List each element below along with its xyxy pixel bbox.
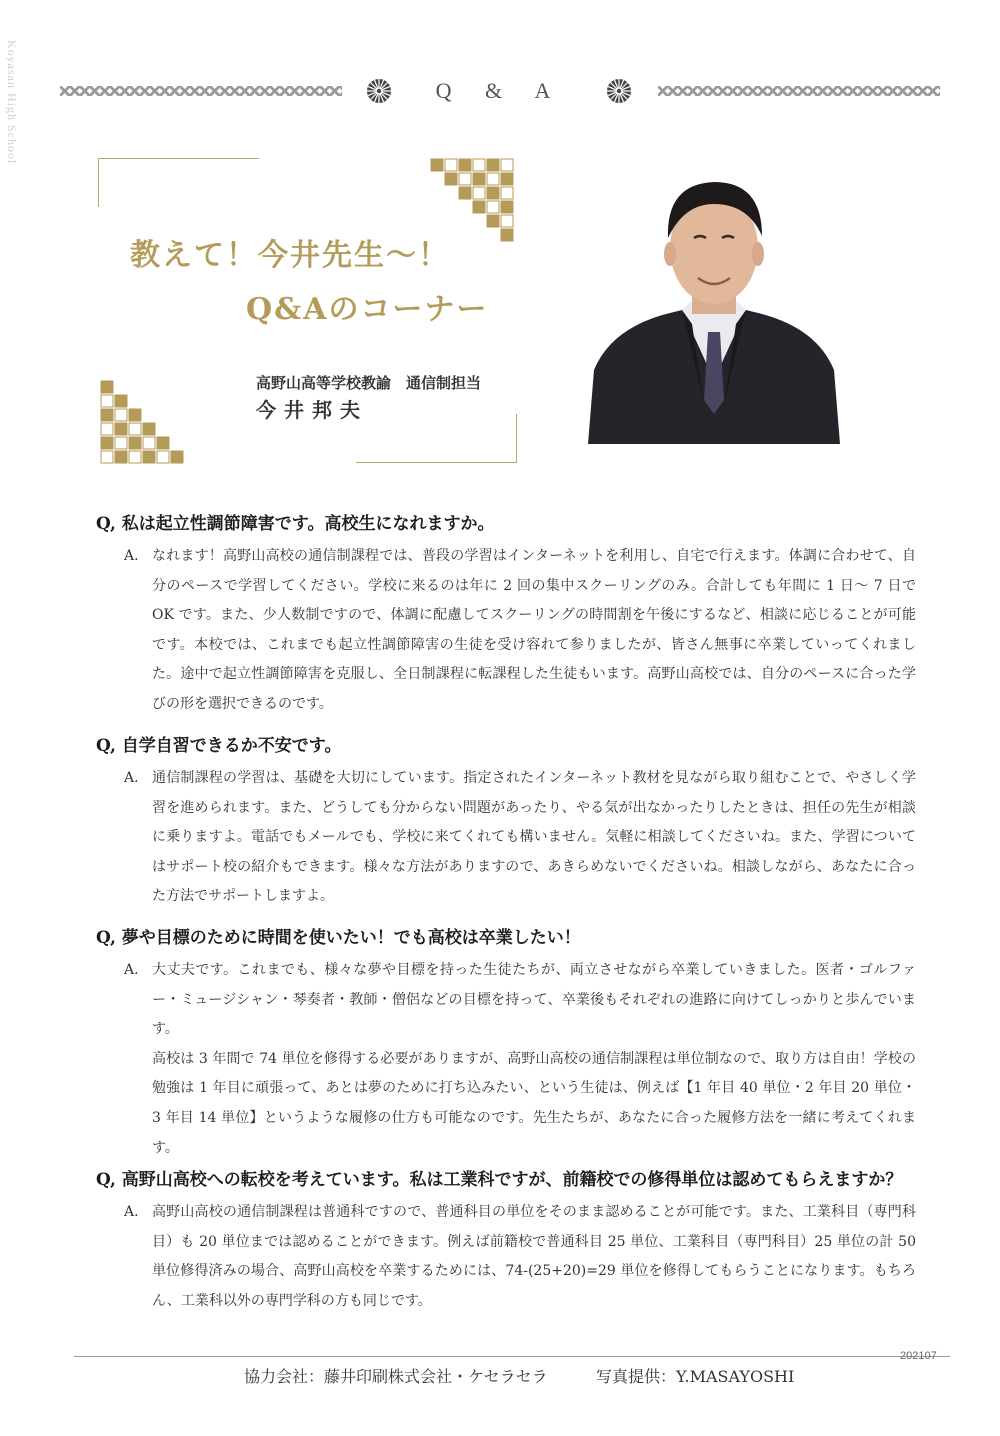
answer	[124, 542, 916, 720]
question: Q, 夢や目標のために時間を使いたい！でも高校は卒業したい！	[96, 928, 581, 948]
checker-square	[101, 423, 113, 435]
checker-square	[101, 451, 113, 463]
answer-paragraph: 大丈夫です。これまでも、様々な夢や目標を持った生徒たちが、両立させながら卒業していきました。医者・ゴルファー・ミュージシャン・琴奏者・教師・僧侶などの目標を持って、卒業後もそれぞれの進路に向けてしっかりと歩んでいます。	[152, 962, 916, 1038]
checker-square	[501, 187, 513, 199]
checker-square	[445, 159, 457, 171]
answer-mark: A．	[124, 962, 149, 978]
answer-paragraph: なれます！高野山高校の通信制課程では、普段の学習はインターネットを利用し、自宅で行えます。体調に合わせて、自分のペースで学習してください。学校に来るのは年に 2 回の集中スクーリングのみ。合計しても年間に 1 日～ 7 日で OK です。また、少人数制ですので、体調に配慮してスクーリングの時間割を午後にするなど、相談に応じることが可能です。本校では、これまでも起立性調節障害の生徒を受け容れて参りましたが、皆さん無事に卒業していってくれました。途中で起立性調節障害を克服し、全日制課程に転課程した生徒もいます。高野山高校では、自分のペースに合った学びの形を選択できるのです。	[152, 548, 916, 712]
checker-square	[487, 187, 499, 199]
checker-square	[157, 437, 169, 449]
checker-square	[101, 381, 113, 393]
checker-square	[129, 423, 141, 435]
checker-square	[129, 409, 141, 421]
checker-square	[115, 451, 127, 463]
chrysanthemum-icon	[606, 78, 632, 104]
qa-item	[96, 1168, 916, 1316]
checker-square	[487, 173, 499, 185]
question: Q, 高野山高校への転校を考えています。私は工業科ですが、前籍校での修得単位は認めてもらえますか？	[96, 1170, 903, 1190]
checker-square	[115, 423, 127, 435]
teacher-portrait	[588, 174, 840, 444]
checker-square	[101, 395, 113, 407]
answer-paragraph: 高野山高校の通信制課程は普通科ですので、普通科目の単位をそのまま認めることが可能です。また、工業科目（専門科目）も 20 単位までは認めることができます。例えば前籍校で普通科目 25 単位、工業科目（専門科目）25 単位の計 50 単位修得済みの場合、高野山高校を卒業するためには、74-(25+20)=29 単位を修得してもらうことになります。もちろん、工業科以外の専門学科の方も同じです。	[152, 1204, 916, 1309]
section-title: Q & A	[435, 78, 565, 103]
checker-square	[487, 159, 499, 171]
checker-square	[115, 409, 127, 421]
teacher-role: 高野山高等学校教諭 通信制担当	[256, 374, 482, 392]
issue-code: 202107	[900, 1350, 937, 1362]
checker-square	[473, 173, 485, 185]
checker-square	[143, 437, 155, 449]
answer-paragraph: 高校は 3 年間で 74 単位を修得する必要がありますが、高野山高校の通信制課程は単位制なので、取り方は自由！学校の勉強は 1 年目に頑張って、あとは夢のために打ち込みたい、という生徒は、例えば【1 年目 40 単位・2 年目 20 単位・3 年目 14 単位】というような履修の仕方も可能なのです。先生たちが、あなたに合った履修方法を一緒に考えてくれます。	[152, 1050, 916, 1156]
qa-item	[96, 512, 916, 720]
checker-square	[431, 159, 443, 171]
zigzag-ornament-left	[60, 86, 342, 96]
checker-ornament-bottom	[100, 380, 186, 466]
answer	[124, 956, 916, 1163]
checker-square	[473, 187, 485, 199]
photo-credit: 写真提供：Y.MASAYOSHI	[596, 1367, 795, 1386]
checker-square	[143, 423, 155, 435]
footer-divider	[74, 1356, 950, 1357]
checker-square	[129, 451, 141, 463]
question: Q, 自学自習できるか不安です。	[96, 736, 342, 756]
answer-mark: A．	[124, 548, 149, 564]
checker-square	[445, 173, 457, 185]
checker-square	[473, 201, 485, 213]
checker-square	[115, 395, 127, 407]
page-subtitle: Q&Aのコーナー	[246, 292, 489, 327]
title-frame-bottom-right	[356, 414, 517, 463]
answer	[124, 1198, 916, 1316]
page-title: 教えて！今井先生～！	[130, 238, 450, 273]
checker-square	[157, 451, 169, 463]
zigzag-ornament-right	[658, 86, 940, 96]
checker-square	[459, 187, 471, 199]
school-name-vertical: Koyasan High School	[5, 40, 19, 165]
checker-square	[101, 437, 113, 449]
checker-square	[115, 437, 127, 449]
checker-square	[459, 173, 471, 185]
checker-square	[487, 201, 499, 213]
teacher-name: 今井邦夫	[256, 398, 368, 422]
answer	[124, 764, 916, 912]
checker-square	[101, 409, 113, 421]
checker-square	[501, 159, 513, 171]
checker-square	[143, 451, 155, 463]
checker-square	[501, 201, 513, 213]
qa-item	[96, 926, 916, 1163]
checker-square	[487, 215, 499, 227]
footer-credit: 協力会社：藤井印刷株式会社・ケセラセラ	[244, 1367, 548, 1386]
checker-square	[129, 437, 141, 449]
checker-square	[501, 215, 513, 227]
answer-paragraph: 通信制課程の学習は、基礎を大切にしています。指定されたインターネット教材を見ながら取り組むことで、やさしく学習を進められます。また、どうしても分からない問題があったり、やる気が出なかったりしたときは、担任の先生が相談に乗りますよ。電話でもメールでも、学校に来てくれても構いません。気軽に相談してくださいね。また、学習についてはサポート校の紹介もできます。様々な方法がありますので、あきらめないでくださいね。相談しながら、あなたに合った方法でサポートしますよ。	[152, 770, 916, 905]
qa-item	[96, 734, 916, 912]
checker-square	[459, 159, 471, 171]
chrysanthemum-icon	[366, 78, 392, 104]
checker-square	[501, 229, 513, 241]
checker-square	[473, 159, 485, 171]
checker-square	[171, 451, 183, 463]
answer-mark: A．	[124, 1204, 149, 1220]
header-row	[60, 76, 940, 106]
question: Q, 私は起立性調節障害です。高校生になれますか。	[96, 514, 495, 534]
title-frame-top-left	[98, 158, 259, 207]
checker-square	[501, 173, 513, 185]
answer-mark: A．	[124, 770, 149, 786]
